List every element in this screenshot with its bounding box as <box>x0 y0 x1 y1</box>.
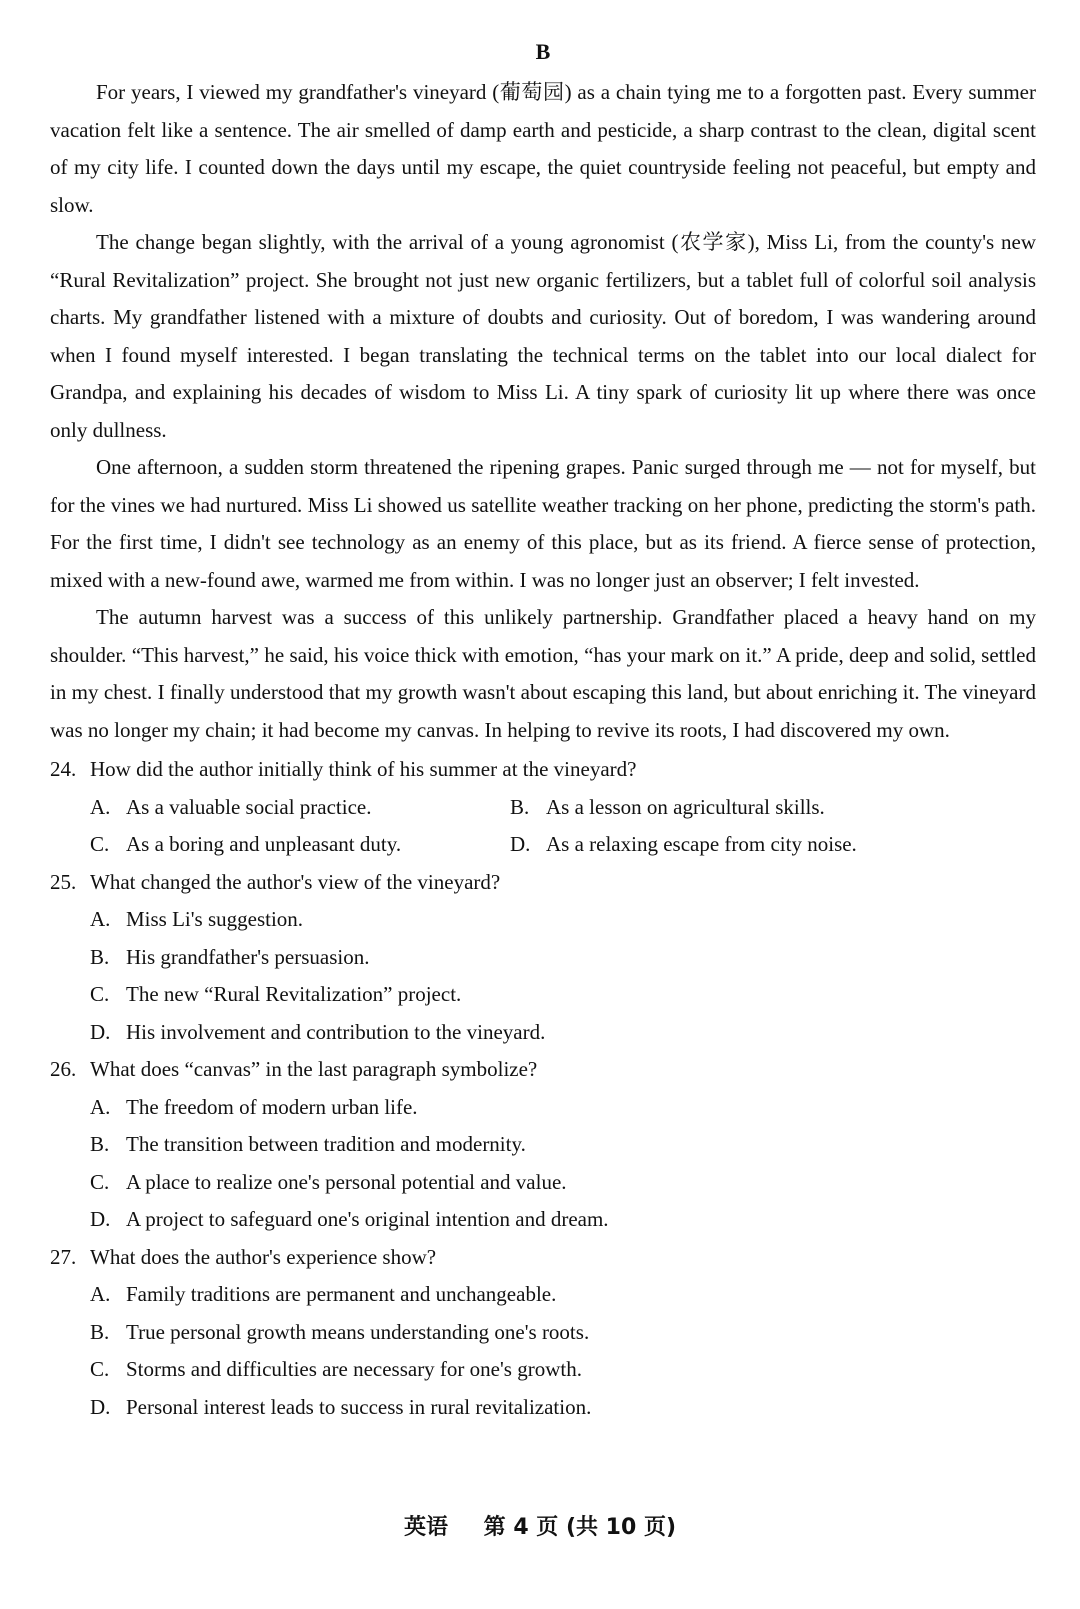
footer-subject: 英语 <box>403 1515 448 1540</box>
option-a: A. Family traditions are permanent and unchangeable. <box>90 1282 557 1306</box>
section-label: B <box>535 39 551 64</box>
option-d: D. As a relaxing escape from city noise. <box>510 832 857 856</box>
question-stem: What changed the author's view of the vineyard? <box>90 869 501 894</box>
question-stem: What does the author's experience show? <box>90 1244 437 1269</box>
option-c: C. A place to realize one's personal potential and value. <box>90 1169 567 1194</box>
options <box>50 1276 1036 1426</box>
question-stem: How did the author initially think of his summer at the vineyard? <box>90 757 637 781</box>
passage-paragraph-4: The autumn harvest was a success of this unlikely partnership. Grandfather placed a heavy hand on my shoulder. “This harvest,” he said, his voice thick with emotion, “has your mark on it.” A pride, deep and solid, settled in my chest. I finally understood that my growth wasn't about escaping this land, but about enriching it. The vineyard was no longer my chain; it had become my canvas. In helping to revive its roots, I had discovered my own. <box>50 605 1036 742</box>
question-number: 27. <box>50 1244 77 1269</box>
option-d: D. His involvement and contribution to the vineyard. <box>90 1019 546 1044</box>
question-list <box>50 751 1036 1426</box>
option-d: D. Personal interest leads to success in rural revitalization. <box>90 1394 592 1419</box>
option-b: B. His grandfather's persuasion. <box>90 944 370 969</box>
question-number: 25. <box>50 869 77 894</box>
question-24 <box>50 751 1036 864</box>
passage-paragraph-3: One afternoon, a sudden storm threatened the ripening grapes. Panic surged through me — not for myself, but for the vines we had nurtured. Miss Li showed us satellite weather tracking on her phone, predicting the storm's path. For the first time, I didn't see technology as an enemy of this place, but as its friend. A fierce sense of protection, mixed with a new-found awe, warmed me from within. I was no longer just an observer; I felt invested. <box>50 455 1036 592</box>
option-b: B. The transition between tradition and modernity. <box>90 1132 526 1156</box>
option-d: D. A project to safeguard one's original intention and dream. <box>90 1207 609 1231</box>
option-b: B. As a lesson on agricultural skills. <box>510 794 825 819</box>
page-footer <box>0 1510 1080 1541</box>
option-a: A. Miss Li's suggestion. <box>90 907 304 931</box>
footer-page-number: 第 4 页 (共 10 页) <box>483 1515 677 1540</box>
passage-paragraph-2: The change began slightly, with the arrival of a young agronomist (农学家), Miss Li, from the county's new “Rural Revitalization” project. She brought not just new organic fertilizers, but a tablet full of colorful soil analysis charts. My grandfather listened with a mixture of doubts and curiosity. Out of boredom, I was wandering around when I found myself interested. I began translating the technical terms on the tablet into our local dialect for Grandpa, and explaining his decades of wisdom to Miss Li. A tiny spark of curiosity lit up where there was once only dullness. <box>50 230 1036 442</box>
question-25 <box>50 864 1036 1052</box>
option-a: A. The freedom of modern urban life. <box>90 1094 418 1119</box>
option-c: C. Storms and difficulties are necessary for one's growth. <box>90 1357 582 1381</box>
passage <box>50 74 1036 749</box>
option-b: B. True personal growth means understanding one's roots. <box>90 1319 590 1344</box>
option-c: C. The new “Rural Revitalization” project. <box>90 982 462 1006</box>
options <box>50 789 1036 864</box>
options <box>50 1089 1036 1239</box>
question-26 <box>50 1051 1036 1239</box>
question-stem: What does “canvas” in the last paragraph symbolize? <box>90 1057 538 1081</box>
option-c: C. As a boring and unpleasant duty. <box>90 832 402 856</box>
question-number: 26. <box>50 1057 77 1081</box>
option-a: A. As a valuable social practice. <box>90 794 372 819</box>
question-27 <box>50 1239 1036 1427</box>
question-number: 24. <box>50 757 77 781</box>
options <box>50 901 1036 1051</box>
passage-paragraph-1: For years, I viewed my grandfather's vineyard (葡萄园) as a chain tying me to a forgotten past. Every summer vacation felt like a sentence. The air smelled of damp earth and pesticide, a sharp contrast to the clean, digital scent of my city life. I counted down the days until my escape, the quiet countryside feeling not peaceful, but empty and slow. <box>50 80 1036 217</box>
